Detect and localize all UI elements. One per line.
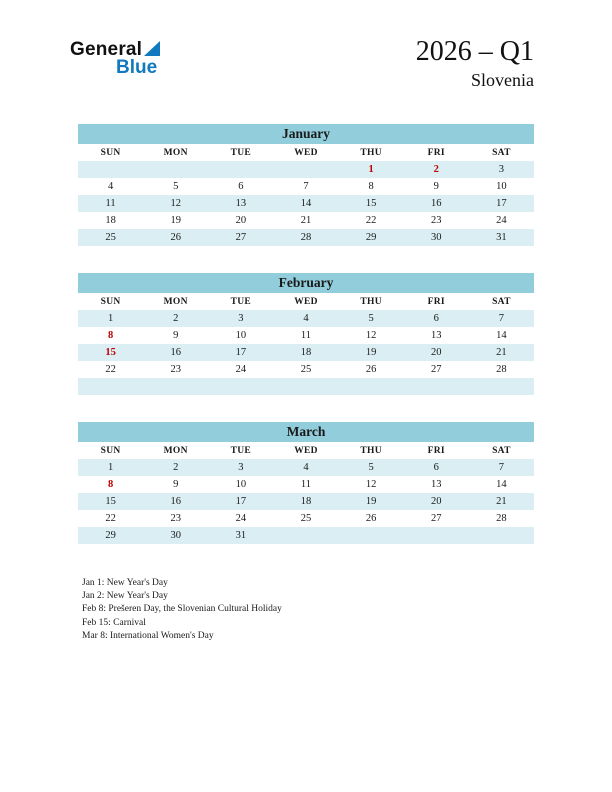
- weekday-header-row: [78, 293, 534, 310]
- weekday-header: MON: [143, 442, 208, 459]
- day-cell: 4: [273, 310, 338, 327]
- day-cell: 15: [78, 493, 143, 510]
- day-cell: [143, 161, 208, 178]
- day-cell: [404, 378, 469, 395]
- day-cell: [143, 378, 208, 395]
- day-cell: 2: [143, 459, 208, 476]
- day-cell: 17: [208, 344, 273, 361]
- day-cell: [404, 527, 469, 544]
- week-row: [78, 459, 534, 476]
- day-cell: 7: [469, 459, 534, 476]
- weekday-header: THU: [339, 442, 404, 459]
- day-cell: 4: [273, 459, 338, 476]
- day-cell: [273, 378, 338, 395]
- day-cell: 13: [431, 330, 442, 341]
- day-cell: 26: [143, 229, 208, 246]
- week-row: [78, 161, 534, 178]
- week-row: [78, 327, 534, 344]
- day-cell: 13: [431, 479, 442, 490]
- day-cell: 31: [469, 229, 534, 246]
- day-cell: 14: [496, 330, 507, 341]
- day-cell: 24: [235, 364, 247, 375]
- day-cell: 22: [105, 513, 116, 524]
- day-cell: [78, 161, 143, 178]
- day-cell: 23: [431, 215, 442, 226]
- day-cell: 11: [300, 330, 312, 341]
- holiday-note: Mar 8: International Women's Day: [82, 630, 214, 641]
- day-cell: 7: [303, 181, 309, 192]
- weekday-header: MON: [143, 293, 208, 310]
- day-cell: 14: [273, 195, 338, 212]
- day-cell: [208, 161, 273, 178]
- weekday-header: SUN: [78, 293, 143, 310]
- weekday-header: TUE: [208, 442, 273, 459]
- weekday-header: THU: [339, 293, 404, 310]
- weekday-header: TUE: [208, 293, 273, 310]
- day-cell: 10: [235, 479, 247, 490]
- day-cell: 17: [469, 195, 534, 212]
- day-cell: 18: [273, 344, 338, 361]
- day-cell: 20: [235, 215, 247, 226]
- day-cell: 3: [208, 310, 273, 327]
- day-cell: 12: [143, 195, 208, 212]
- day-cell: 18: [273, 493, 338, 510]
- weekday-header: SAT: [469, 293, 534, 310]
- day-cell: 22: [365, 215, 377, 226]
- holiday-list: [0, 577, 612, 643]
- day-cell: 27: [208, 229, 273, 246]
- region-title: Slovenia: [471, 70, 534, 91]
- holiday-note: Jan 1: New Year's Day: [82, 578, 168, 588]
- week-row: [78, 310, 534, 327]
- week-row: [78, 195, 534, 212]
- day-cell: 30: [404, 229, 469, 246]
- day-cell: [273, 527, 338, 544]
- weekday-header: FRI: [404, 293, 469, 310]
- day-cell: [339, 378, 404, 395]
- day-cell: [469, 527, 534, 544]
- day-cell: 13: [208, 195, 273, 212]
- day-cell: 24: [235, 513, 247, 524]
- day-cell: 19: [339, 344, 404, 361]
- day-cell: 27: [431, 364, 442, 375]
- week-row: [78, 361, 534, 378]
- day-cell: 26: [365, 364, 377, 375]
- month-table-january: [78, 124, 534, 246]
- day-cell: 5: [339, 459, 404, 476]
- day-cell: 23: [170, 364, 181, 375]
- page-header: [0, 36, 612, 108]
- week-row: [78, 493, 534, 510]
- day-cell: 8: [368, 181, 374, 192]
- day-cell: [339, 527, 404, 544]
- day-cell: 21: [300, 215, 312, 226]
- month-title: March: [78, 422, 534, 442]
- week-row: [78, 212, 534, 229]
- day-cell: 19: [170, 215, 181, 226]
- day-cell: 1: [339, 161, 404, 178]
- weekday-header: TUE: [208, 144, 273, 161]
- day-cell: 29: [339, 229, 404, 246]
- holiday-note: Feb 8: Prešeren Day, the Slovenian Cultural Holiday: [82, 604, 282, 615]
- day-cell: 10: [496, 181, 507, 192]
- day-cell: 23: [170, 513, 181, 524]
- weekday-header-row: [78, 442, 534, 459]
- day-cell: 3: [469, 161, 534, 178]
- day-cell: 28: [273, 229, 338, 246]
- weekday-header: WED: [273, 293, 338, 310]
- day-cell: 27: [431, 513, 442, 524]
- holiday-note: Feb 15: Carnival: [82, 617, 146, 628]
- day-cell: 12: [365, 479, 377, 490]
- day-cell: 12: [365, 330, 377, 341]
- day-cell: 28: [496, 513, 507, 524]
- day-cell: 22: [105, 364, 116, 375]
- title-block: [416, 36, 534, 91]
- logo-text-blue: Blue: [116, 57, 158, 78]
- day-cell: 11: [78, 195, 143, 212]
- day-cell: 3: [208, 459, 273, 476]
- day-cell: 1: [78, 459, 143, 476]
- day-cell: [273, 161, 338, 178]
- day-cell: 25: [300, 513, 312, 524]
- day-cell: 20: [404, 493, 469, 510]
- day-cell: 6: [404, 310, 469, 327]
- day-cell: 30: [143, 527, 208, 544]
- weekday-header: FRI: [404, 442, 469, 459]
- week-row: [78, 510, 534, 527]
- day-cell: 15: [78, 344, 143, 361]
- day-cell: [78, 378, 143, 395]
- weekday-header: FRI: [404, 144, 469, 161]
- weekday-header-row: [78, 144, 534, 161]
- day-cell: 28: [496, 364, 507, 375]
- day-cell: 31: [208, 527, 273, 544]
- day-cell: 6: [404, 459, 469, 476]
- logo-text-general: General: [70, 39, 143, 60]
- weekday-header: SUN: [78, 144, 143, 161]
- day-cell: 18: [105, 215, 116, 226]
- day-cell: [469, 378, 534, 395]
- general-blue-logo: [70, 36, 160, 77]
- week-row: [78, 378, 534, 395]
- week-row: [78, 229, 534, 246]
- day-cell: 16: [404, 195, 469, 212]
- day-cell: 4: [107, 181, 114, 192]
- day-cell: 9: [433, 181, 439, 192]
- day-cell: 9: [173, 479, 179, 490]
- day-cell: 2: [404, 161, 469, 178]
- day-cell: 25: [300, 364, 312, 375]
- day-cell: 17: [208, 493, 273, 510]
- weekday-header: WED: [273, 144, 338, 161]
- day-cell: 10: [235, 330, 247, 341]
- weekday-header: SAT: [469, 442, 534, 459]
- day-cell: 2: [143, 310, 208, 327]
- day-cell: 15: [339, 195, 404, 212]
- day-cell: 7: [469, 310, 534, 327]
- day-cell: 25: [78, 229, 143, 246]
- day-cell: 16: [143, 493, 208, 510]
- day-cell: 8: [107, 330, 114, 341]
- day-cell: 5: [173, 181, 179, 192]
- quarter-title: 2026 – Q1: [415, 36, 534, 67]
- day-cell: 26: [365, 513, 377, 524]
- calendar-grids: [0, 124, 612, 544]
- day-cell: 9: [173, 330, 179, 341]
- day-cell: 5: [339, 310, 404, 327]
- day-cell: 24: [496, 215, 507, 226]
- day-cell: 20: [404, 344, 469, 361]
- weekday-header: MON: [143, 144, 208, 161]
- day-cell: 1: [78, 310, 143, 327]
- week-row: [78, 476, 534, 493]
- weekday-header: SUN: [78, 442, 143, 459]
- week-row: [78, 527, 534, 544]
- week-row: [78, 344, 534, 361]
- month-table-march: [78, 422, 534, 544]
- week-row: [78, 178, 534, 195]
- day-cell: 11: [300, 479, 312, 490]
- day-cell: 29: [78, 527, 143, 544]
- weekday-header: SAT: [469, 144, 534, 161]
- weekday-header: WED: [273, 442, 338, 459]
- day-cell: 21: [469, 344, 534, 361]
- weekday-header: THU: [339, 144, 404, 161]
- month-title: February: [78, 273, 534, 293]
- day-cell: [208, 378, 273, 395]
- day-cell: 6: [238, 181, 244, 192]
- day-cell: 14: [496, 479, 507, 490]
- month-title: January: [78, 124, 534, 144]
- day-cell: 21: [469, 493, 534, 510]
- holiday-note: Jan 2: New Year's Day: [82, 591, 168, 602]
- day-cell: 19: [339, 493, 404, 510]
- month-table-february: [78, 273, 534, 395]
- day-cell: 8: [107, 479, 114, 490]
- day-cell: 16: [143, 344, 208, 361]
